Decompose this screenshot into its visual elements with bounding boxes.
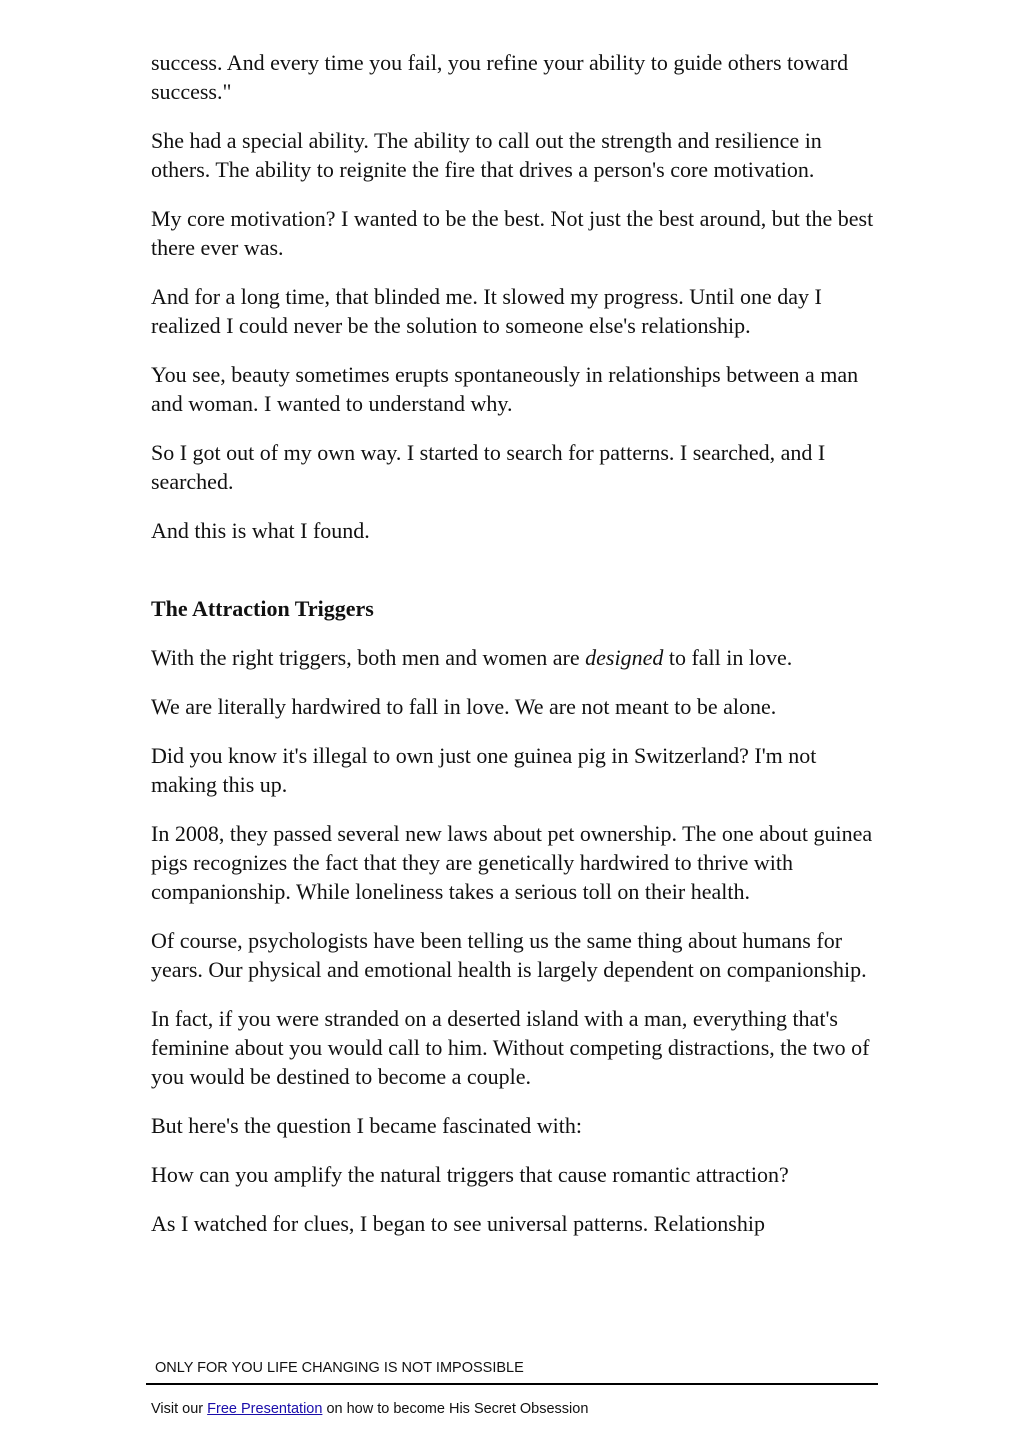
paragraph-designed — [151, 643, 881, 672]
paragraph: In fact, if you were stranded on a deserted island with a man, everything that's feminine about you would call to him. Without competing distractions, the two of you would be destined to become a couple. — [151, 1005, 870, 1090]
section-heading: The Attraction Triggers — [151, 596, 374, 622]
designed-before: With the right triggers, both men and women are — [151, 645, 586, 670]
footer-visit-suffix: on how to become His Secret Obsession — [322, 1401, 589, 1417]
paragraph: You see, beauty sometimes erupts spontaneously in relationships between a man and woman. I wanted to understand why. — [151, 362, 859, 417]
paragraph: We are literally hardwired to fall in love. We are not meant to be alone. — [151, 693, 777, 719]
paragraph: And this is what I found. — [151, 518, 370, 543]
footer-note: ONLY FOR YOU LIFE CHANGING IS NOT IMPOSSIBLE — [155, 1360, 524, 1376]
paragraph: And for a long time, that blinded me. It slowed my progress. Until one day I realized I could never be the solution to someone else's relationship. — [151, 284, 822, 339]
footer-visit-prefix: Visit our — [151, 1401, 208, 1417]
footer-divider — [146, 1383, 878, 1385]
paragraph: Did you know it's illegal to own just one guinea pig in Switzerland? I'm not making this up. — [151, 742, 817, 797]
free-presentation-link[interactable]: Free Presentation — [207, 1401, 323, 1417]
paragraph: My core motivation? I wanted to be the best. Not just the best around, but the best there ever was. — [151, 206, 874, 261]
paragraph: How can you amplify the natural triggers that cause romantic attraction? — [151, 1161, 789, 1187]
paragraph: Of course, psychologists have been telling us the same thing about humans for years. Our physical and emotional health is largely dependent on companionship. — [151, 927, 867, 982]
paragraph: But here's the question I became fascinated with: — [151, 1113, 582, 1138]
document-body — [151, 48, 881, 1257]
paragraph: She had a special ability. The ability to call out the strength and resilience in others. The ability to reignite the fire that drives a person's core motivation. — [151, 128, 822, 183]
footer-visit-line — [151, 1400, 588, 1418]
designed-emphasis: designed — [585, 645, 664, 670]
paragraph: So I got out of my own way. I started to search for patterns. I searched, and I searched. — [151, 440, 826, 495]
paragraph: In 2008, they passed several new laws about pet ownership. The one about guinea pigs recognizes the fact that they are genetically hardwired to thrive with companionship. While loneliness takes a serious toll on their health. — [151, 820, 873, 904]
designed-after: to fall in love. — [663, 645, 793, 670]
paragraph: As I watched for clues, I began to see universal patterns. Relationship — [151, 1210, 765, 1236]
paragraph: success. And every time you fail, you refine your ability to guide others toward success." — [151, 50, 849, 105]
